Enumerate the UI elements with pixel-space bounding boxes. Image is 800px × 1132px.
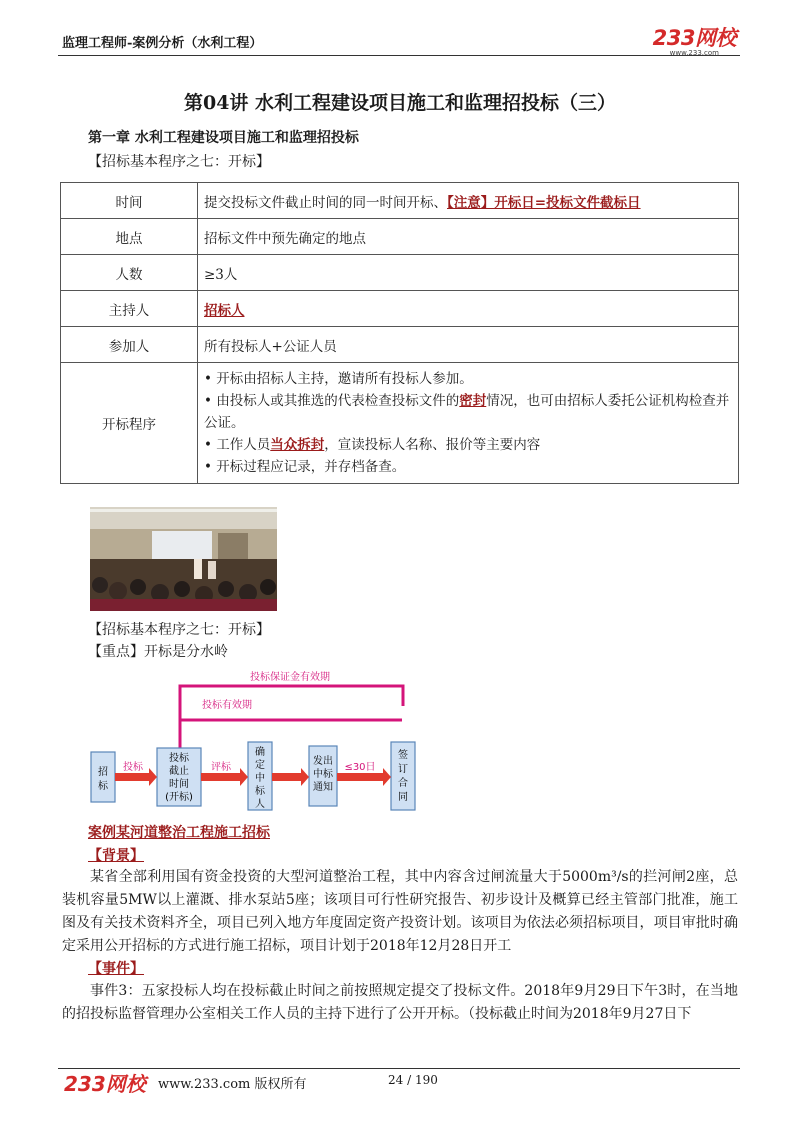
box-tender-line: 标 bbox=[98, 781, 108, 792]
row-value: 所有投标人+公证人员 bbox=[198, 327, 739, 363]
footer-rule bbox=[58, 1068, 740, 1069]
unseal-highlight: 当众拆封 bbox=[270, 437, 325, 453]
table-row bbox=[61, 219, 739, 255]
arrow-evaluate-label: 评标 bbox=[211, 762, 231, 773]
procedure-text: 情况，也可由招标人委托公证机构检查并公证。 bbox=[204, 393, 730, 431]
row-key: 时间 bbox=[61, 183, 198, 219]
box-deadline-line: (开标) bbox=[165, 792, 193, 803]
box-tender-line: 招 bbox=[98, 767, 108, 778]
note-highlight: 【注意】开标日=投标文件截标日 bbox=[447, 194, 641, 211]
box-winner-line: 定 bbox=[255, 760, 265, 771]
header-doc-title: 监理工程师-案例分析（水利工程） bbox=[62, 36, 263, 51]
host-highlight: 招标人 bbox=[204, 302, 245, 319]
table-row bbox=[61, 255, 739, 291]
box-contract-line: 同 bbox=[398, 792, 408, 803]
footer-copyright: www.233.com 版权所有 bbox=[158, 1077, 307, 1092]
bid-timeline-diagram bbox=[85, 660, 425, 820]
section-heading-opening: 【招标基本程序之七：开标】 bbox=[88, 154, 270, 170]
box-notice-line: 发出 bbox=[313, 756, 333, 767]
table-row bbox=[61, 327, 739, 363]
arrow-bid-head bbox=[149, 768, 157, 786]
background-tag: 【背景】 bbox=[88, 848, 144, 864]
brand-url: www.233.com bbox=[669, 49, 719, 57]
case-title: 案例某河道整治工程施工招标 bbox=[88, 825, 270, 841]
row-key: 主持人 bbox=[61, 291, 198, 327]
arrow-30days-label: ≤30日 bbox=[344, 762, 376, 773]
box-deadline-line: 投标 bbox=[169, 753, 189, 764]
header-rule bbox=[58, 55, 740, 56]
arrow-notify-head bbox=[301, 768, 309, 786]
procedure-item bbox=[204, 390, 732, 434]
arrow-bid-label: 投标 bbox=[123, 762, 143, 773]
arrow-notify bbox=[272, 773, 301, 781]
box-winner-line: 确 bbox=[255, 747, 265, 758]
table-row bbox=[61, 363, 739, 484]
row-key: 地点 bbox=[61, 219, 198, 255]
box-winner-line: 标 bbox=[255, 786, 265, 797]
arrow-bid bbox=[115, 773, 149, 781]
procedure-text: • 工作人员 bbox=[204, 437, 271, 453]
brand-logo bbox=[653, 22, 736, 57]
page-number: 24 / 190 bbox=[388, 1073, 438, 1087]
page-title: 第04讲 水利工程建设项目施工和监理招投标（三） bbox=[183, 92, 617, 114]
row-value: 招标文件中预先确定的地点 bbox=[198, 219, 739, 255]
box-contract-line: 签 bbox=[398, 750, 408, 761]
section-heading-opening-2: 【招标基本程序之七：开标】 bbox=[88, 622, 270, 638]
key-point-heading: 【重点】开标是分水岭 bbox=[88, 644, 228, 660]
arrow-30days-head bbox=[383, 768, 391, 786]
background-paragraph: 某省全部利用国有资金投资的大型河道整治工程，其中内容含过闸流量大于5000m³/s的拦河闸2座，总装机容量5MW以上灌溉、排水泵站5座；该项目可行性研究报告、初步设计及概算已经主管部门批准，施工图及有关技术资料齐全，项目已列入地方年度固定资产投资计划。该项目为依法必须招标项目，项目审批时确定采用公开招标的方式进行施工招标，项目计划于2018年12月28日开工 bbox=[62, 869, 738, 954]
arrow-evaluate-head bbox=[240, 768, 248, 786]
row-value bbox=[198, 291, 739, 327]
row-value bbox=[198, 183, 739, 219]
bid-validity-label: 投标有效期 bbox=[202, 700, 252, 711]
procedure-list bbox=[198, 363, 739, 484]
arrow-30days bbox=[337, 773, 383, 781]
row-key: 开标程序 bbox=[61, 363, 198, 484]
procedure-item: • 开标由招标人主持，邀请所有投标人参加。 bbox=[204, 371, 473, 387]
row-value: ≥3人 bbox=[198, 255, 739, 291]
bond-validity-label: 投标保证金有效期 bbox=[250, 672, 330, 683]
box-notice-line: 通知 bbox=[313, 782, 333, 793]
table-row bbox=[61, 183, 739, 219]
brand-logo-text: 233网校 bbox=[652, 26, 736, 50]
row-key: 人数 bbox=[61, 255, 198, 291]
arrow-evaluate bbox=[201, 773, 240, 781]
row-text: 提交投标文件截止时间的同一时间开标、 bbox=[204, 194, 447, 211]
box-contract-line: 合 bbox=[398, 778, 408, 789]
box-deadline-line: 时间 bbox=[169, 779, 189, 790]
event-tag: 【事件】 bbox=[88, 961, 144, 977]
opening-info-table bbox=[60, 182, 739, 484]
row-key: 参加人 bbox=[61, 327, 198, 363]
procedure-item bbox=[204, 434, 732, 456]
box-winner-line: 人 bbox=[255, 799, 265, 810]
box-notice-line: 中标 bbox=[313, 769, 333, 780]
table-row bbox=[61, 291, 739, 327]
procedure-text: ，宣读投标人名称、报价等主要内容 bbox=[324, 437, 541, 453]
footer-logo: 233网校 bbox=[64, 1072, 146, 1096]
procedure-text: • 由投标人或其推选的代表检查投标文件的 bbox=[204, 393, 460, 409]
seal-highlight: 密封 bbox=[459, 393, 487, 409]
box-deadline-line: 截止 bbox=[169, 766, 189, 777]
box-winner-line: 中 bbox=[255, 773, 265, 784]
procedure-item: • 开标过程应记录，并存档备查。 bbox=[204, 459, 406, 475]
chapter-heading: 第一章 水利工程建设项目施工和监理招投标 bbox=[88, 130, 359, 146]
box-contract-line: 订 bbox=[398, 764, 408, 775]
event-paragraph: 事件3：五家投标人均在投标截止时间之前按照规定提交了投标文件。2018年9月29日下午3时，在当地的招投标监督管理办公室相关工作人员的主持下进行了公开开标。（投标截止时间为2018年9月27日下 bbox=[62, 983, 738, 1022]
bid-opening-photo bbox=[90, 507, 277, 611]
